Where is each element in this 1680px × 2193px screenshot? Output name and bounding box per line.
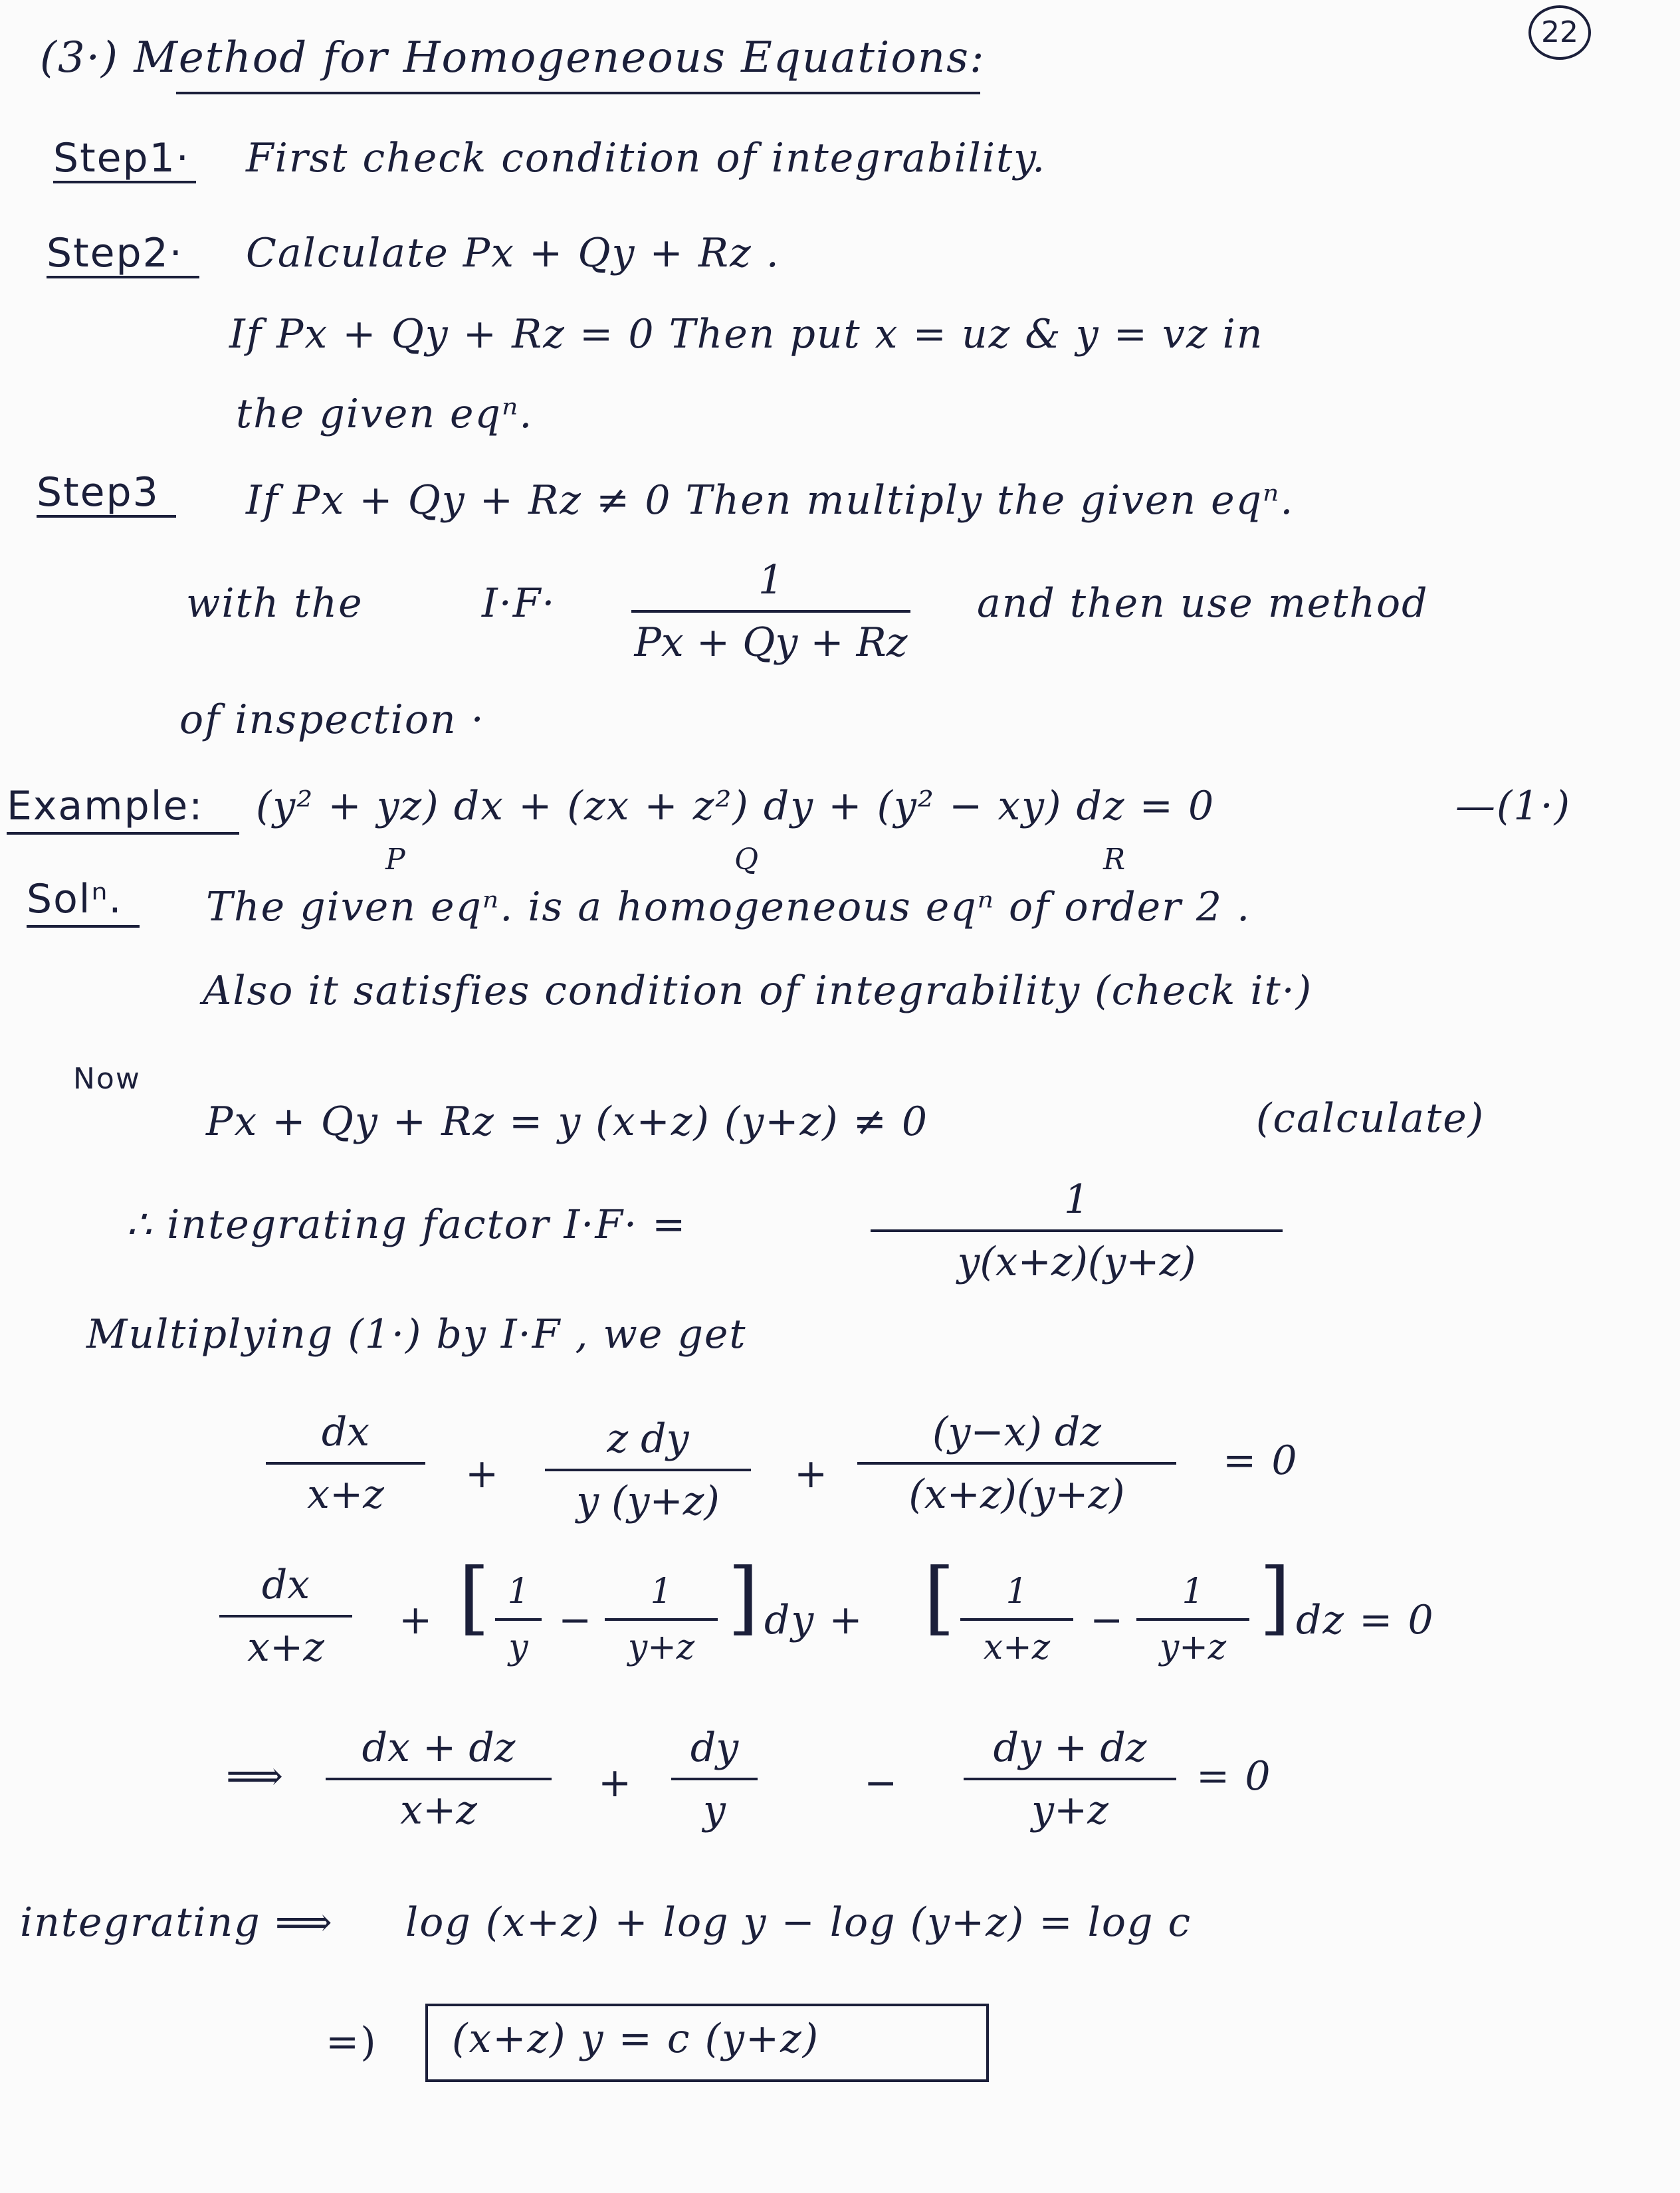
step1-underline: [53, 181, 196, 183]
if-den: y(x+z)(y+z): [957, 1239, 1196, 1285]
example-underline: [7, 832, 239, 835]
row3-fraction-1: [326, 1724, 552, 1833]
step3-line2a: with the: [186, 580, 364, 627]
row2-minus-1: −: [558, 1597, 593, 1643]
row2-d-den: y+z: [1159, 1627, 1227, 1667]
fraction-bar: [631, 610, 910, 613]
row1-f3-num: (y−x) dz: [932, 1409, 1101, 1455]
row3-f3-num: dy + dz: [993, 1724, 1147, 1771]
row3-minus: −: [864, 1760, 899, 1806]
step2-line2: If Px + Qy + Rz = 0 Then put x = uz & y = vz in: [229, 311, 1264, 358]
fraction-bar: [671, 1778, 758, 1780]
row1-f2-num: z dy: [607, 1415, 689, 1462]
fraction-bar: [605, 1618, 718, 1621]
fraction-bar: [964, 1778, 1176, 1780]
final-answer: (x+z) y = c (y+z): [452, 2016, 820, 2062]
title-underline: [176, 92, 980, 94]
mark-q: Q: [734, 843, 760, 877]
solution-label: Solⁿ.: [27, 876, 123, 922]
right-bracket-2: ]: [1259, 1552, 1291, 1644]
fraction-bar: [545, 1469, 751, 1471]
row2-fraction-1: [219, 1562, 352, 1671]
row2-b-den: y+z: [627, 1627, 695, 1667]
row2-minus-2: −: [1090, 1597, 1125, 1643]
solution-line2: Also it satisfies condition of integrability (check it·): [203, 968, 1313, 1014]
fraction-bar: [266, 1462, 425, 1465]
row3-fraction-2: [671, 1724, 758, 1833]
row2-f1-num: dx: [261, 1562, 310, 1608]
row3-f1-num: dx + dz: [362, 1724, 516, 1771]
solution-underline: [27, 925, 140, 928]
row2-f1-den: x+z: [247, 1624, 324, 1671]
left-bracket-1: [: [459, 1552, 490, 1644]
step2-line3: the given eqⁿ.: [236, 391, 534, 437]
now-label: Now: [73, 1062, 141, 1096]
row3-plus: +: [598, 1760, 633, 1806]
if-text: ∴ integrating factor I·F· =: [126, 1201, 687, 1248]
row1-f2-den: y (y+z): [576, 1478, 720, 1524]
row2-d-num: 1: [1182, 1572, 1204, 1612]
step2-underline: [47, 276, 199, 278]
row3-arrow: ⟹: [226, 1753, 285, 1800]
multiplying-text: Multiplying (1·) by I·F , we get: [86, 1311, 747, 1358]
step2-text: Calculate Px + Qy + Rz .: [246, 230, 780, 276]
fraction-bar: [495, 1618, 542, 1621]
log-equation: log (x+z) + log y − log (y+z) = log c: [405, 1899, 1192, 1946]
row1-f1-den: x+z: [307, 1471, 384, 1518]
now-equation: Px + Qy + Rz = y (x+z) (y+z) ≠ 0: [206, 1098, 929, 1145]
if-num: 1: [1063, 1176, 1090, 1223]
row2-dz: dz = 0: [1296, 1597, 1435, 1643]
step3-line3: of inspection ·: [179, 696, 485, 743]
example-label: Example:: [7, 783, 204, 829]
row2-fraction-b: [605, 1572, 718, 1667]
step3-line2c: and then use method: [977, 580, 1429, 627]
step3-if-den: Px + Qy + Rz: [634, 619, 908, 666]
mark-p: P: [385, 843, 407, 877]
row2-a-num: 1: [507, 1572, 530, 1612]
row1-rhs: = 0: [1223, 1437, 1299, 1484]
row1-f1-num: dx: [321, 1409, 370, 1455]
step3-text: If Px + Qy + Rz ≠ 0 Then multiply the given eqⁿ.: [246, 477, 1295, 524]
final-arrow: =): [326, 2019, 377, 2065]
fraction-bar: [1136, 1618, 1249, 1621]
page-number-badge: [1528, 5, 1591, 60]
row2-c-den: x+z: [983, 1627, 1051, 1667]
row3-f2-den: y: [703, 1787, 726, 1833]
row2-c-num: 1: [1005, 1572, 1028, 1612]
solution-line1: The given eqⁿ. is a homogeneous eqⁿ of order 2 .: [206, 884, 1251, 930]
example-equation: (y² + yz) dx + (zx + z²) dy + (y² − xy) dz = 0: [256, 783, 1215, 829]
bleed-through-mark: [1077, 27, 1088, 66]
row1-fraction-2: [545, 1415, 751, 1524]
row3-f3-den: y+z: [1031, 1787, 1108, 1833]
fraction-bar: [219, 1615, 352, 1618]
row2-a-den: y: [508, 1627, 528, 1667]
row3-fraction-3: [964, 1724, 1176, 1833]
page-number: 22: [1541, 15, 1578, 49]
step3-if-num: 1: [758, 557, 784, 603]
row1-fraction-1: [266, 1409, 425, 1518]
fraction-bar: [960, 1618, 1073, 1621]
page-title: (3·) Method for Homogeneous Equations:: [40, 33, 986, 82]
step1-text: First check condition of integrability.: [246, 135, 1047, 181]
if-fraction: [871, 1176, 1283, 1285]
example-eq-ref: —(1·): [1455, 783, 1572, 829]
fraction-bar: [871, 1229, 1283, 1232]
row1-plus-1: +: [465, 1451, 500, 1497]
step3-line2b: I·F·: [482, 580, 556, 627]
fraction-bar: [857, 1462, 1176, 1465]
mark-r: R: [1103, 843, 1127, 877]
row1-f3-den: (x+z)(y+z): [908, 1471, 1125, 1518]
step3-underline: [37, 515, 176, 518]
step3-if-fraction: [631, 557, 910, 666]
row3-f1-den: x+z: [400, 1787, 477, 1833]
row3-rhs: = 0: [1196, 1753, 1272, 1800]
left-bracket-2: [: [924, 1552, 955, 1644]
row3-f2-num: dy: [690, 1724, 739, 1771]
row2-b-num: 1: [650, 1572, 673, 1612]
row2-fraction-c: [960, 1572, 1073, 1667]
integrating-label: integrating ⟹: [20, 1899, 334, 1946]
right-bracket-1: ]: [728, 1552, 759, 1644]
step2-label: Step2·: [47, 230, 183, 276]
row2-fraction-d: [1136, 1572, 1249, 1667]
row1-plus-2: +: [794, 1451, 829, 1497]
fraction-bar: [326, 1778, 552, 1780]
calculate-note: (calculate): [1256, 1095, 1485, 1142]
row2-plus: +: [399, 1597, 434, 1643]
step1-label: Step1·: [53, 135, 190, 181]
row1-fraction-3: [857, 1409, 1176, 1518]
step3-label: Step3: [37, 469, 159, 516]
row2-dy: dy +: [764, 1597, 864, 1643]
row2-fraction-a: [495, 1572, 542, 1667]
